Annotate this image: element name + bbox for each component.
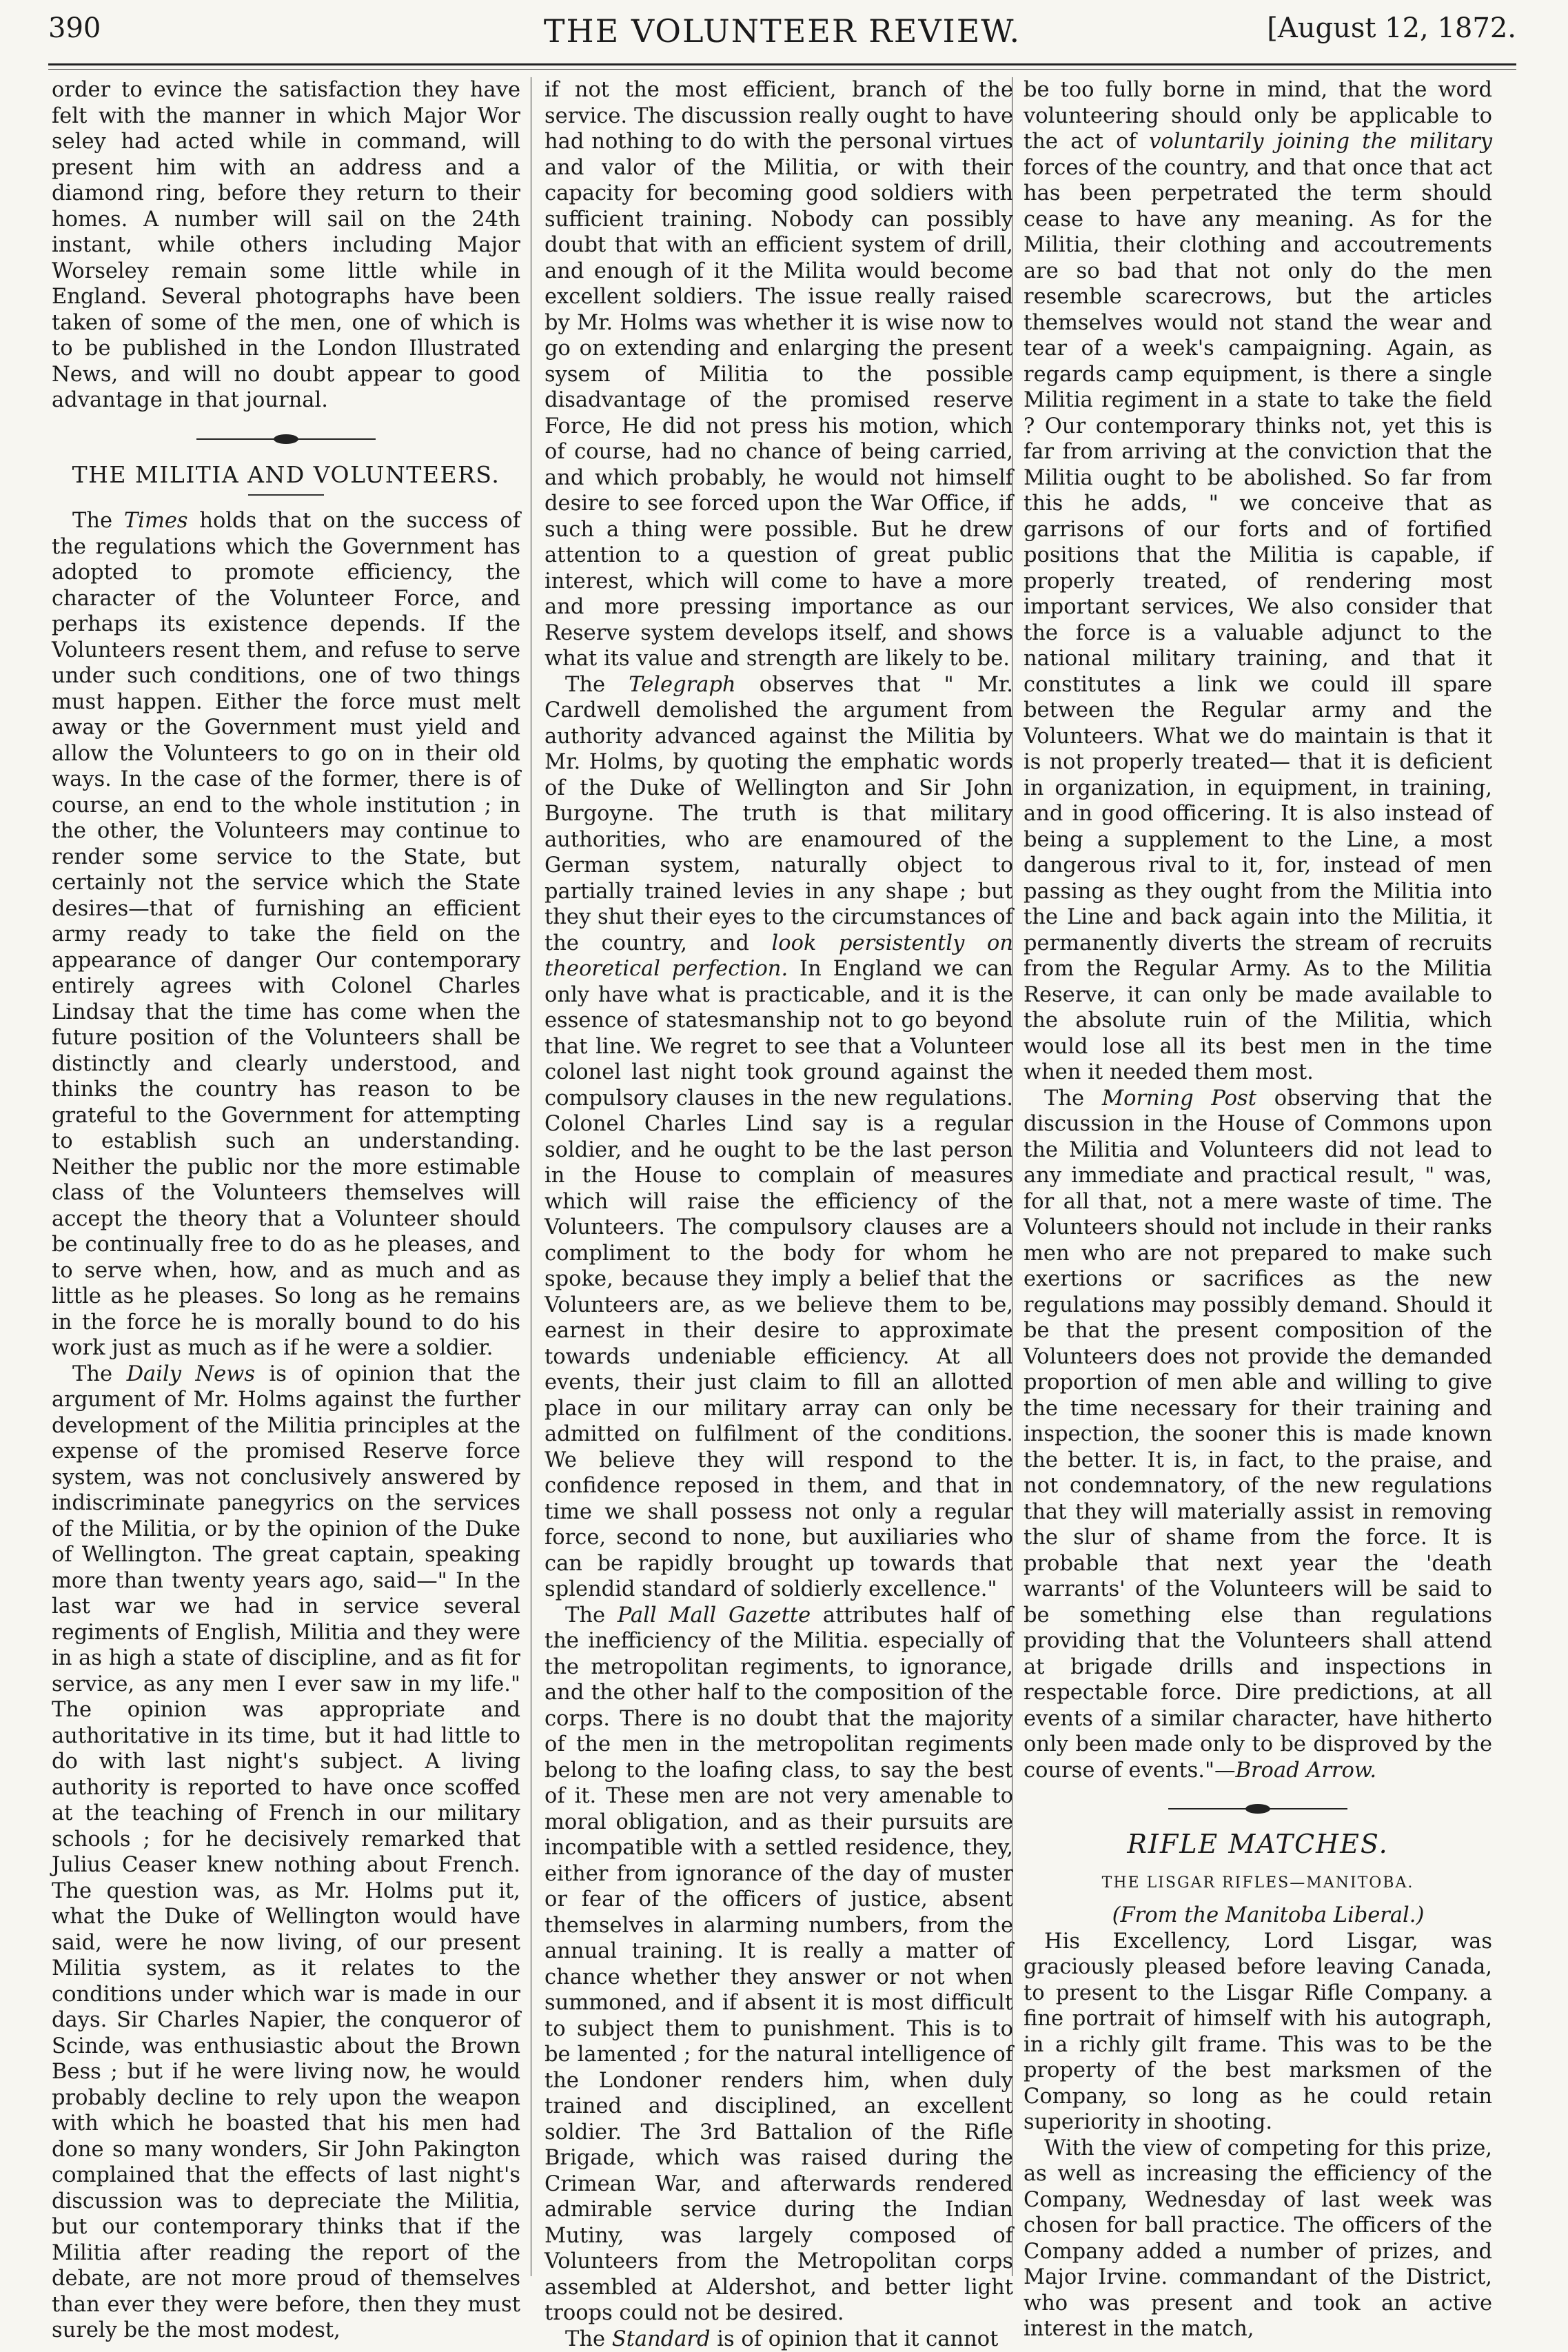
title-rule — [248, 494, 324, 496]
paragraph: if not the most efficient, branch of the service. The discussion really ought to have had nothing to do with the personal virtues and valor of the Militia, or with their capacity for becoming good soldiers with sufficient training. Nobody can possibly doubt that with an efficient system of drill, and enough of it the Milita would become excellent soldiers. The issue really raised by Mr. Holms was whether it is wise now to go on extending and enlarging the present sysem of Militia to the possible disadvantage of the promised reserve Force, He did not press his motion, which of course, had no chance of being carried, and which probably, he would not himself desire to see forced upon the War Office, if such a thing were possible. But he drew attention to a question of great public interest, which will come to have a more and more pressing importance as our Reserve system develops itself, and shows what its value and strength are likely to be. — [544, 77, 1013, 672]
publication-name: Standard — [612, 2327, 711, 2351]
source-line: (From the Manitoba Liberal.) — [1024, 1903, 1492, 1929]
section-ornament — [1168, 1804, 1347, 1814]
section-ornament — [196, 434, 376, 444]
paragraph: His Excellency, Lord Lisgar, was graciously pleased before leaving Canada, to present to the Lisgar Rifle Company. a fine portrait of himself with his autograph, in a richly gilt frame. This was to be the property of the best marksmen of the Company, so long as he could retain superiority in shooting. — [1024, 1929, 1492, 2136]
header-rule — [48, 63, 1516, 65]
masthead-title: THE VOLUNTEER REVIEW. — [48, 12, 1516, 50]
issue-date: [August 12, 1872. — [1267, 12, 1516, 44]
publication-name: Pall Mall Gazette — [618, 1603, 811, 1628]
page-number: 390 — [48, 12, 101, 44]
paragraph: The Pall Mall Gazette attributes half of the inefficiency of the Militia. especially of the metropolitan regiments, to ignorance, and the other half to the composition of the corps. There is no doubt that the majority of the men in the metropolitan regiments belong to the loafing class, to say the best of it. These men are not very amenable to moral obligation, and as their pursuits are incompatible with a settled residence, they, either from ignorance of the day of muster or fear of the officers of justice, absent themselves in alarming numbers, from the annual training. It is really a matter of chance whether they answer or not when summoned, and if absent it is most difficult to subject them to punishment. This is to be lamented ; for the natural intelligence of the Londoner renders him, when duly trained and disciplined, an excellent soldier. The 3rd Battalion of the Rifle Brigade, which was raised during the Crimean War, and afterwards rendered admirable service during the Indian Mutiny, was largely composed of Volunteers from the Metropolitan corps assembled at Aldershot, and better light troops could not be desired. — [544, 1603, 1013, 2326]
paragraph: The Times holds that on the success of the regulations which the Government has adopted to promote efficiency, the character of the Volunteer Force, and perhaps its existence depends. If the Volunteers resent them, and refuse to serve under such conditions, one of two things must happen. Either the force must melt away or the Government must yield and allow the Volunteers to go on in their old ways. In the case of the former, there is of course, an end to the whole institution ; in the other, the Volunteers may continue to render some service to the State, but certainly not the service which the State desires—that of furnishing an efficient army ready to take the field on the appearance of danger Our contemporary entirely agrees with Colonel Charles Lindsay that the time has come when the future position of the Volunteers shall be distinctly and clearly understood, and thinks the country has reason to be grateful to the Government for attempting to establish such an understanding. Neither the public nor the more estimable class of the Volunteers themselves will accept the theory that a Volunteer should be continually free to do as he pleases, and to serve when, how, and as much and as little as he pleases. So long as he remains in the force he is morally bound to do his work just as much as if he were a soldier. — [52, 508, 520, 1361]
paragraph: With the view of competing for this prize, as well as increasing the efficiency of the Company, Wednesday of last week was chosen for ball practice. The officers of the Company added a number of prizes, and Major Irvine. commandant of the District, who was present and took an active interest in the match, — [1024, 2136, 1492, 2342]
paragraph: be too fully borne in mind, that the word volunteering should only be applicable to the act of voluntarily joining the military forces of the country, and that once that act has been perpetrated the term should cease to have any meaning. As for the Militia, their clothing and accoutrements are so bad that not only do the men resemble scarecrows, but the articles themselves would not stand the wear and tear of a week's campaigning. Again, as regards camp equipment, is there a single Militia regiment in a state to take the field ? Our contemporary thinks not, yet this is far from arriving at the conviction that the Militia ought to be abolished. So far from this he adds, " we conceive that as garrisons of our forts and of fortified positions that the Militia is capable, if properly treated, of rendering most important services, We also consider that the force is a valuable adjunct to the national military training, and that it constitutes a link we could ill spare between the Regular army and the Volunteers. What we do maintain is that it is not properly treated— that it is deficient in organization, in equipment, in training, and in good officering. It is also instead of being a supplement to the Line, a most dangerous rival to it, for, instead of men passing as they ought from the Militia into the Line and back again into the Militia, it permanently diverts the stream of recruits from the Regular Army. As to the Militia Reserve, it can only be made available to the absolute ruin of the Militia, which would lose all its best men in the time when it needed them most. — [1024, 77, 1492, 1086]
publication-name: Times — [124, 509, 188, 533]
publication-name: Telegraph — [629, 673, 735, 697]
paragraph: The Morning Post observing that the discussion in the House of Commons upon the Militia and Volunteers did not lead to any immediate and practical result, " was, for all that, not a mere waste of time. The Volunteers should not include in their ranks men who are not prepared to make such exertions or sacrifices as the new regulations may possibly demand. Should it be that the present composition of the Volunteers does not provide the demanded proportion of men able and willing to give the time necessary for their training and inspection, the sooner this is made known the better. It is, in fact, to the praise, and not condemnatory, of the new regulations that they will materially assist in removing the slur of shame from the force. It is probable that next year the 'death warrants' of the Volunteers will be said to be something else than regulations providing that the Volunteers shall attend at brigade drills and inspections in respectable force. Dire predictions, at all events of a similar character, have hitherto only been made only to be disproved by the course of events."—Broad Arrow. — [1024, 1086, 1492, 1784]
paragraph: The Standard is of opinion that it cannot — [544, 2326, 1013, 2352]
column-3 — [1024, 77, 1492, 2283]
page-header — [48, 12, 1516, 68]
paragraph: The Daily News is of opinion that the argument of Mr. Holms against the further development of the Militia principles at the expense of the promised Reserve force system, was not conclusively answered by indiscriminate panegyrics on the services of the Militia, or by the opinion of the Duke of Wellington. The great captain, speaking more than twenty years ago, said—" In the last war we had in service several regiments of English, Militia and they were in as high a state of discipline, and as fit for service, as any men I ever saw in my life." The opinion was appropriate and authoritative in its time, but it had little to do with last night's subject. A living authority is reported to have once scoffed at the teaching of French in our military schools ; for he decisively remarked that Julius Ceaser knew nothing about French. The question was, as Mr. Holms put it, what the Duke of Wellington would have said, were he now living, of our present Militia system, as it relates to the conditions under which war is made in our days. Sir Charles Napier, the conqueror of Scinde, was enthusiastic about the Brown Bess ; but if he were living now, he would probably decline to rely upon the weapon with which he boasted that his men had done so many wonders, Sir John Pakington complained that the effects of last night's discussion was to depreciate the Militia, but our contemporary thinks that if the Militia after reading the report of the debate, are not more proud of themselves than ever they were before, then they must surely be the most modest, — [52, 1361, 520, 2344]
source-credit: Broad Arrow. — [1236, 1758, 1377, 1783]
column-1 — [52, 77, 520, 2283]
article-continuation: order to evince the satisfaction they have felt with the manner in which Major Wor seley had acted while in command, will present him with an address and a diamond ring, before they return to their homes. A number will sail on the 24th instant, while others including Major Worseley remain some little while in England. Several photographs have been taken of some of the men, one of which is to be published in the London Illustrated News, and will no doubt appear to good advantage in that journal. — [52, 77, 520, 414]
header-rule-thin — [48, 69, 1516, 70]
paragraph: The Telegraph observes that " Mr. Cardwell demolished the argument from authority advanced against the Militia by Mr. Holms, by quoting the emphatic words of the Duke of Wellington and Sir John Burgoyne. The truth is that military authorities, who are enamoured of the German system, naturally object to partially trained levies in any shape ; but they shut their eyes to the circumstances of the country, and look persistently on theoretical perfection. In England we can only have what is practicable, and it is the essence of statesmanship not to go beyond that line. We regret to see that a Volunteer colonel last night took ground against the compulsory clauses in the new regulations. Colonel Charles Lind say is a regular soldier, and he ought to be the last person in the House to complain of measures which will raise the efficiency of the Volunteers. The compulsory clauses are a compliment to the body for whom he spoke, because they imply a belief that the Volunteers are, as we believe them to be, earnest in their desire to approximate towards undeniable efficiency. At all events, their just claim to fill an allotted place in our military array can only be admitted on fulfilment of the conditions. We believe they will respond to the confidence reposed in them, and that in time we shall possess not only a regular force, second to none, but auxiliaries who can be rapidly brought up towards that splendid standard of soldierly excellence." — [544, 672, 1013, 1603]
publication-name: Morning Post — [1102, 1086, 1256, 1111]
section-title: RIFLE MATCHES. — [1024, 1832, 1492, 1858]
publication-name: Daily News — [127, 1362, 255, 1386]
column-2 — [544, 77, 1013, 2283]
subsection-title: THE LISGAR RIFLES—MANITOBA. — [1024, 1870, 1492, 1896]
section-title: THE MILITIA AND VOLUNTEERS. — [52, 462, 520, 488]
